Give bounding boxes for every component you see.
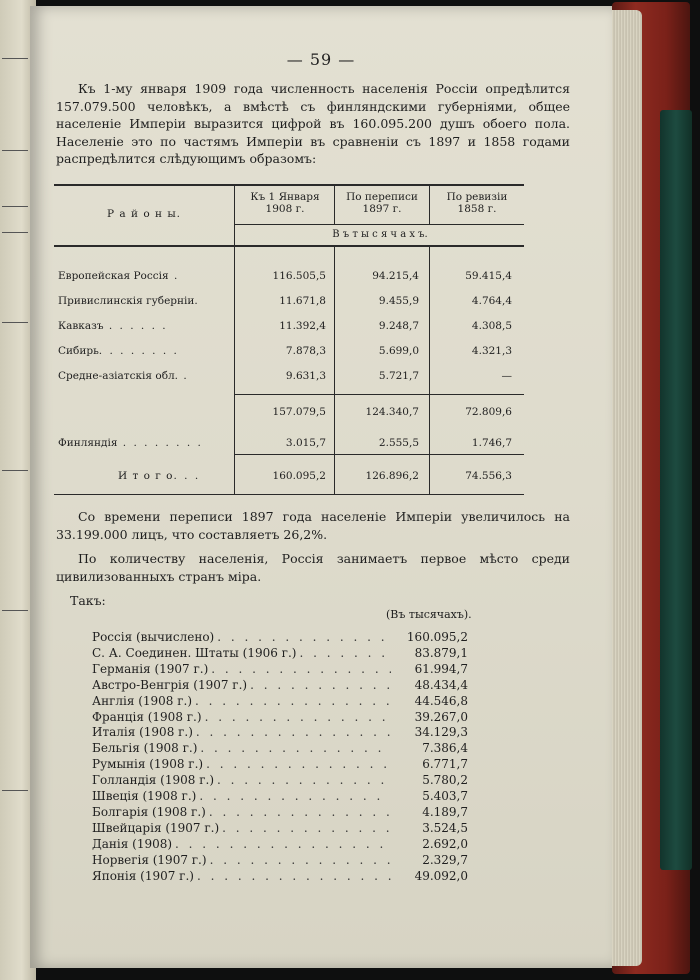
table-cell: 11.392,4: [279, 320, 326, 332]
list-item: Италія (1908 г.) . . . 34.129,3: [92, 725, 468, 741]
finland-1858: 1.746,7: [471, 437, 512, 449]
header-1897: По переписи 1897 г.: [346, 191, 418, 215]
list-item: Болгарія (1908 г.) . . . 4.189,7: [92, 805, 468, 821]
intro-paragraph: Къ 1-му января 1909 года численность населенія Россіи опредѣлится 157.079.500 человѣкъ, а вмѣстѣ съ финляндскими губерніями, общее населеніе Имперіи выразится цифрой въ 160.095.200 душъ обоего пола. Населеніе это по частямъ Имперіи въ сравненіи съ 1897 и 1858 годами распредѣлится слѣдующимъ образомъ:: [56, 81, 570, 166]
table-row-label: Европейская Россія .: [58, 270, 180, 282]
subtotal-1897: 124.340,7: [365, 406, 419, 418]
table-cell: 9.455,9: [378, 295, 419, 307]
table-row-label: Привислинскія губерніи.: [58, 295, 200, 307]
total-1858: 74.556,3: [465, 470, 512, 482]
table-cell: 4.308,5: [471, 320, 512, 332]
table-cell: 5.699,0: [378, 345, 419, 357]
list-item: Швеція (1908 г.) . . . 5.403,7: [92, 789, 468, 805]
book-page: [30, 6, 612, 968]
table-cell: 4.764,4: [471, 295, 512, 307]
list-item: Франція (1908 г.) . . . 39.267,0: [92, 710, 468, 726]
table-cell: 4.321,3: [471, 345, 512, 357]
subtotal-1908: 157.079,5: [272, 406, 326, 418]
header-1858: По ревизіи 1858 г.: [446, 191, 508, 215]
book-cover-green: [660, 110, 692, 870]
finland-1897: 2.555,5: [378, 437, 419, 449]
table-cell: 59.415,4: [465, 270, 512, 282]
list-item: Англія (1908 г.) . . . 44.546,8: [92, 694, 468, 710]
list-item: Данія (1908) . . . 2.692,0: [92, 837, 468, 853]
header-regions: Р а й о н ы.: [106, 208, 182, 220]
total-1897: 126.896,2: [365, 470, 419, 482]
list-item: Швейцарія (1907 г.) . . . 3.524,5: [92, 821, 468, 837]
list-item: Японія (1907 г.) . . . 49.092,0: [92, 869, 468, 885]
list-item: Румынія (1908 г.) . . . 6.771,7: [92, 757, 468, 773]
table-row-label: Кавказъ . . . . . .: [58, 320, 168, 332]
subtotal-1858: 72.809,6: [465, 406, 512, 418]
table-cell: 116.505,5: [272, 270, 326, 282]
header-units: В ъ т ы с я ч а х ъ.: [332, 229, 428, 240]
list-item: Бельгія (1908 г.) . . . 7.386,4: [92, 741, 468, 757]
table-cell: 9.631,3: [285, 370, 326, 382]
ranking-units: (Въ тысячахъ).: [386, 608, 472, 621]
table-cell: 9.248,7: [378, 320, 419, 332]
table-cell: 7.878,3: [285, 345, 326, 357]
total-1908: 160.095,2: [272, 470, 326, 482]
list-item: Голландія (1908 г.) . . . 5.780,2: [92, 773, 468, 789]
total-label: И т о г о. . .: [118, 470, 201, 482]
table-cell: —: [501, 370, 512, 382]
list-item: Норвегія (1907 г.) . . . 2.329,7: [92, 853, 468, 869]
page-number: — 59 —: [286, 50, 356, 69]
country-ranking-list: [92, 630, 468, 885]
list-item: Австро-Венгрія (1907 г.) . . . 48.434,4: [92, 678, 468, 694]
table-cell: 11.671,8: [279, 295, 326, 307]
table-row-label: Средне-азіатскія обл. .: [58, 370, 189, 382]
finland-1908: 3.015,7: [285, 437, 326, 449]
finland-label: Финляндія . . . . . . . .: [58, 437, 203, 449]
rank-paragraph: По количеству населенія, Россія занимаетъ первое мѣсто среди цивилизованныхъ странъ міра.: [56, 551, 570, 584]
table-row-label: Сибирь. . . . . . . .: [58, 345, 179, 357]
table-cell: 5.721,7: [378, 370, 419, 382]
population-table: [54, 184, 524, 496]
so-label: Такъ:: [70, 593, 106, 608]
list-item: Россія (вычислено) . . . 160.095,2: [92, 630, 468, 646]
table-cell: 94.215,4: [372, 270, 419, 282]
header-1908: Къ 1 Января 1908 г.: [250, 191, 320, 215]
growth-paragraph: Со времени переписи 1897 года населеніе Имперіи увеличилось на 33.199.000 лицъ, что составляетъ 26,2%.: [56, 509, 570, 542]
list-item: С. А. Соединен. Штаты (1906 г.) . . . 83.879,1: [92, 646, 468, 662]
list-item: Германія (1907 г.) . . . 61.994,7: [92, 662, 468, 678]
